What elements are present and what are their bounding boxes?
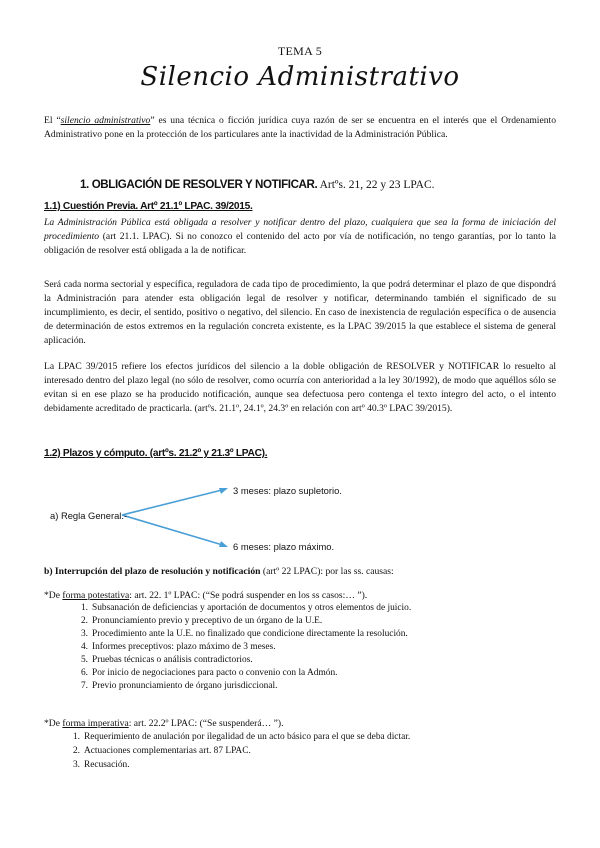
interruption-line	[44, 565, 394, 579]
list-text: Pruebas técnicas o análisis contradictorios.	[92, 655, 253, 665]
paragraph-sectoral-norm: Será cada norma sectorial y específica, reguladora de cada tipo de procedimiento, la que podrá determinar el plazo de que dispondrá la Administración para atender esta obligación legal de resolver y notificar, determinando también el significado de su incumplimiento, es decir, el sentido, positivo o negativo, del silencio. En caso de inexistencia de regulación específica o de ausencia de determinación de estos extremos en la regulación concreta existente, es la LPAC 39/2015 la que establece el sistema de general aplicación.	[44, 279, 556, 346]
imperativa-rest: : art. 22.2º LPAC: (“Se suspenderá… ”).	[128, 718, 284, 729]
subsection-1-1-title: 1.1) Cuestión Previa. Artº 21.1º LPAC. 39/2015.	[44, 201, 253, 212]
imperativa-line	[44, 717, 283, 731]
section-1-heading	[80, 178, 435, 191]
diagram-root-label: a) Regla General.-	[50, 510, 128, 521]
list-item	[68, 745, 251, 758]
potestativa-line	[44, 589, 367, 603]
list-number: 1.	[72, 732, 80, 742]
list-item	[76, 667, 338, 680]
paragraph-obligation-rest: (art 21.1. LPAC). Si no conozco el contenido del acto por vía de notificación, no tengo garantías, por lo tanto la obligación de resolver está obligada a la de notificar.	[44, 231, 556, 256]
page-title: Silencio Administrativo	[140, 62, 460, 92]
paragraph-obligation-italic: La Administración Pública está obligada a resolver y notificar dentro del plazo, cualquiera que sea la forma de iniciación del procedimiento	[44, 217, 556, 242]
intro-term: silencio administrativo	[60, 115, 151, 126]
tema-label: TEMA 5	[277, 44, 323, 58]
list-number: 4.	[80, 642, 88, 652]
imperativa-prefix: *De	[44, 718, 63, 729]
subsection-1-2-title: 1.2) Plazos y cómputo. (artºs. 21.2º y 21.3º LPAC).	[44, 448, 268, 459]
arrow-line-bottom	[122, 515, 226, 546]
list-number: 1.	[80, 603, 88, 613]
diagram-bottom-label: 6 meses: plazo máximo.	[233, 541, 335, 552]
list-item	[76, 654, 253, 667]
list-item	[76, 615, 322, 628]
list-text: Requerimiento de anulación por ilegalidad de un acto básico para el que se deba dictar.	[84, 732, 411, 742]
potestativa-term: forma potestativa	[62, 590, 130, 601]
interruption-bold: b) Interrupción del plazo de resolución y notificación	[44, 566, 261, 577]
list-text: Informes preceptivos: plazo máximo de 3 meses.	[92, 642, 276, 652]
intro-paragraph	[44, 114, 556, 142]
list-number: 7.	[80, 681, 88, 691]
paragraph-lpac-effects: La LPAC 39/2015 refiere los efectos jurídicos del silencio a la doble obligación de RESOLVER y NOTIFICAR lo resuelto al interesado dentro del plazo legal (no sólo de resolver, como ocurría con anterioridad a la ley 30/1992), de modo que aquéllos sólo se evitan si en ese plazo se ha producido notificación, aunque sea defectuosa pero contenga el texto íntegro del acto, o el intento debidamente acreditado de practicarla. (artºs. 21.1º, 24.1º, 24.3º en relación con artº 40.3º LPAC 39/2015).	[44, 361, 556, 414]
list-text: Actuaciones complementarias art. 87 LPAC.	[84, 746, 251, 756]
list-item	[68, 731, 410, 744]
arrow-head-top	[219, 488, 228, 494]
imperativa-term: forma imperativa	[62, 718, 129, 729]
section-1-heading-extra: Artºs. 21, 22 y 23 LPAC.	[317, 179, 435, 191]
intro-part1: El “	[44, 115, 61, 126]
list-item	[68, 759, 130, 772]
list-item	[76, 641, 276, 654]
list-text: Recusación.	[84, 760, 130, 770]
list-item	[76, 680, 277, 693]
list-number: 3.	[72, 760, 80, 770]
potestativa-rest: : art. 22. 1º LPAC: (“Se podrá suspender en los ss casos:… ”).	[129, 590, 368, 601]
list-text: Previo pronunciamiento de órgano jurisdiccional.	[92, 681, 278, 691]
intro-part2: ” es una técnica o ficción jurídica cuya razón de ser se encuentra en el interés que el Ordenamiento Administrativo pone en la protección de los particulares ante la inactividad de la Administración Pública.	[44, 115, 556, 140]
arrow-line-top	[122, 489, 226, 515]
list-number: 3.	[80, 629, 88, 639]
diagram-top-label: 3 meses: plazo supletorio.	[233, 485, 342, 496]
paragraph-obligation	[44, 216, 556, 258]
list-text: Pronunciamiento previo y preceptivo de un órgano de la U.E.	[92, 616, 323, 626]
list-item	[76, 602, 411, 615]
potestativa-prefix: *De	[44, 590, 63, 601]
list-text: Por inicio de negociaciones para pacto o convenio con la Admón.	[92, 668, 338, 678]
list-text: Subsanación de deficiencias y aportación de documentos y otros elementos de juicio.	[92, 603, 412, 613]
list-number: 2.	[80, 616, 88, 626]
list-number: 6.	[80, 668, 88, 678]
list-text: Procedimiento ante la U.E. no finalizado que condicione directamente la resolución.	[92, 629, 408, 639]
list-item	[76, 628, 408, 641]
arrow-head-bottom	[219, 541, 228, 547]
section-1-heading-main: 1. OBLIGACIÓN DE RESOLVER Y NOTIFICAR.	[80, 178, 318, 191]
list-number: 2.	[72, 746, 80, 756]
interruption-rest: (artº 22 LPAC): por las ss. causas:	[260, 566, 394, 577]
list-number: 5.	[80, 655, 88, 665]
